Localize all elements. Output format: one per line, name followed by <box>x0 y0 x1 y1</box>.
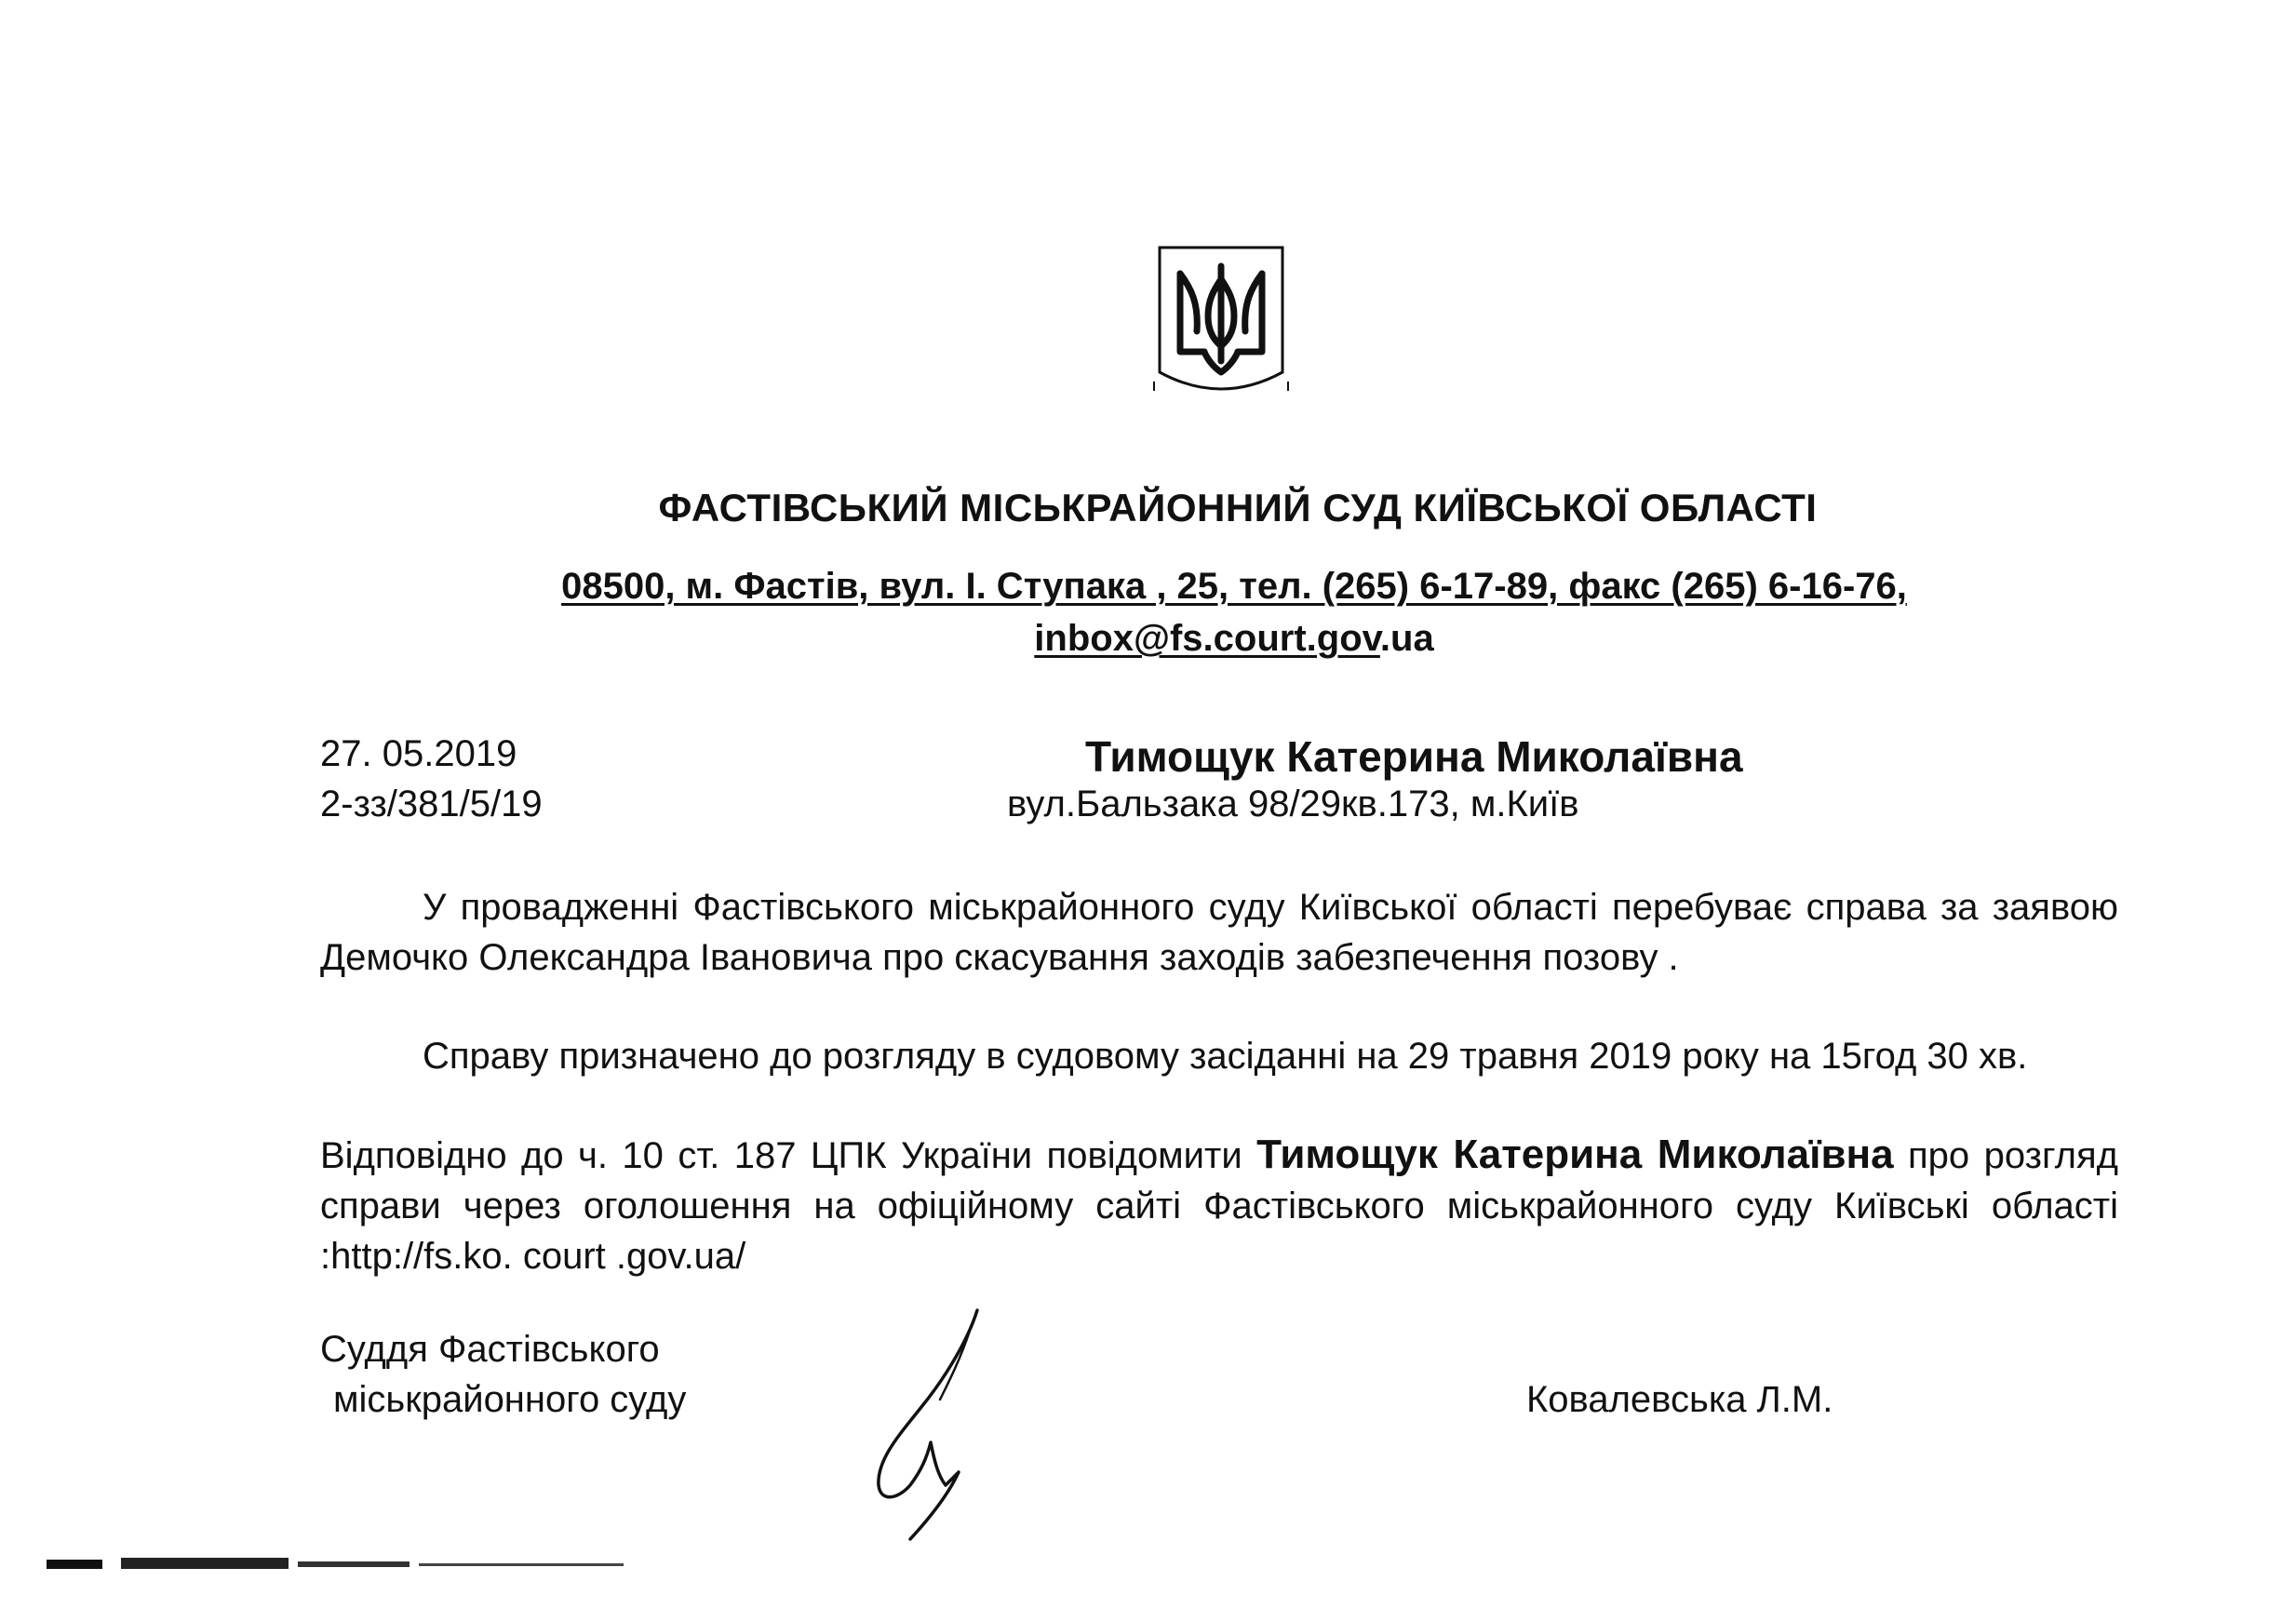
scan-artifact <box>47 1552 624 1574</box>
court-address: 08500, м. Фастів, вул. І. Ступака , 25, тел. (265) 6-17-89, факс (265) 6-16-76, <box>561 566 1907 607</box>
paragraph-notification <box>320 1130 2118 1281</box>
letter-date: 27. 05.2019 <box>320 733 517 774</box>
judge-name: Ковалевська Л.М. <box>1526 1379 1833 1420</box>
judge-title-line1: Суддя Фастівського <box>320 1329 660 1370</box>
court-contacts <box>443 560 2025 664</box>
handwritten-signature <box>856 1303 996 1545</box>
notification-text-start: Відповідно до ч. 10 ст. 187 ЦПК України повідомити <box>320 1135 1257 1176</box>
notification-text-end: про розгляд справи через оголошення на офіційному сайті Фастівського міськрайонного суду Київські області :http://fs.ko. court .gov.ua/ <box>320 1135 2119 1277</box>
paragraph-hearing-date: Справу призначено до розгляду в судовому засіданні на 29 травня 2019 року на 15год 30 хв. <box>423 1036 2028 1077</box>
addressee-name: Тимощук Катерина Миколаївна <box>1085 732 1743 781</box>
court-email: inbox@fs.court.gov <box>1034 618 1380 659</box>
notified-person-name: Тимощук Катерина Миколаївна <box>1256 1132 1894 1177</box>
paragraph-proceedings: У провадженні Фастівського міськрайонного суду Київської області перебуває справа за заявою Демочко Олександра Івановича про скасування заходів забезпечення позову . <box>320 887 2118 978</box>
court-email-tail: .ua <box>1379 618 1434 659</box>
addressee-address: вул.Бальзака 98/29кв.173, м.Київ <box>1007 784 1579 824</box>
judge-title-line2: міськрайонного суду <box>333 1379 687 1420</box>
case-number: 2-зз/381/5/19 <box>320 784 543 824</box>
court-name: ФАСТІВСЬКИЙ МІСЬКРАЙОННИЙ СУД КИЇВСЬКОЇ ОБЛАСТІ <box>658 486 1818 529</box>
trident-icon <box>1152 242 1290 393</box>
